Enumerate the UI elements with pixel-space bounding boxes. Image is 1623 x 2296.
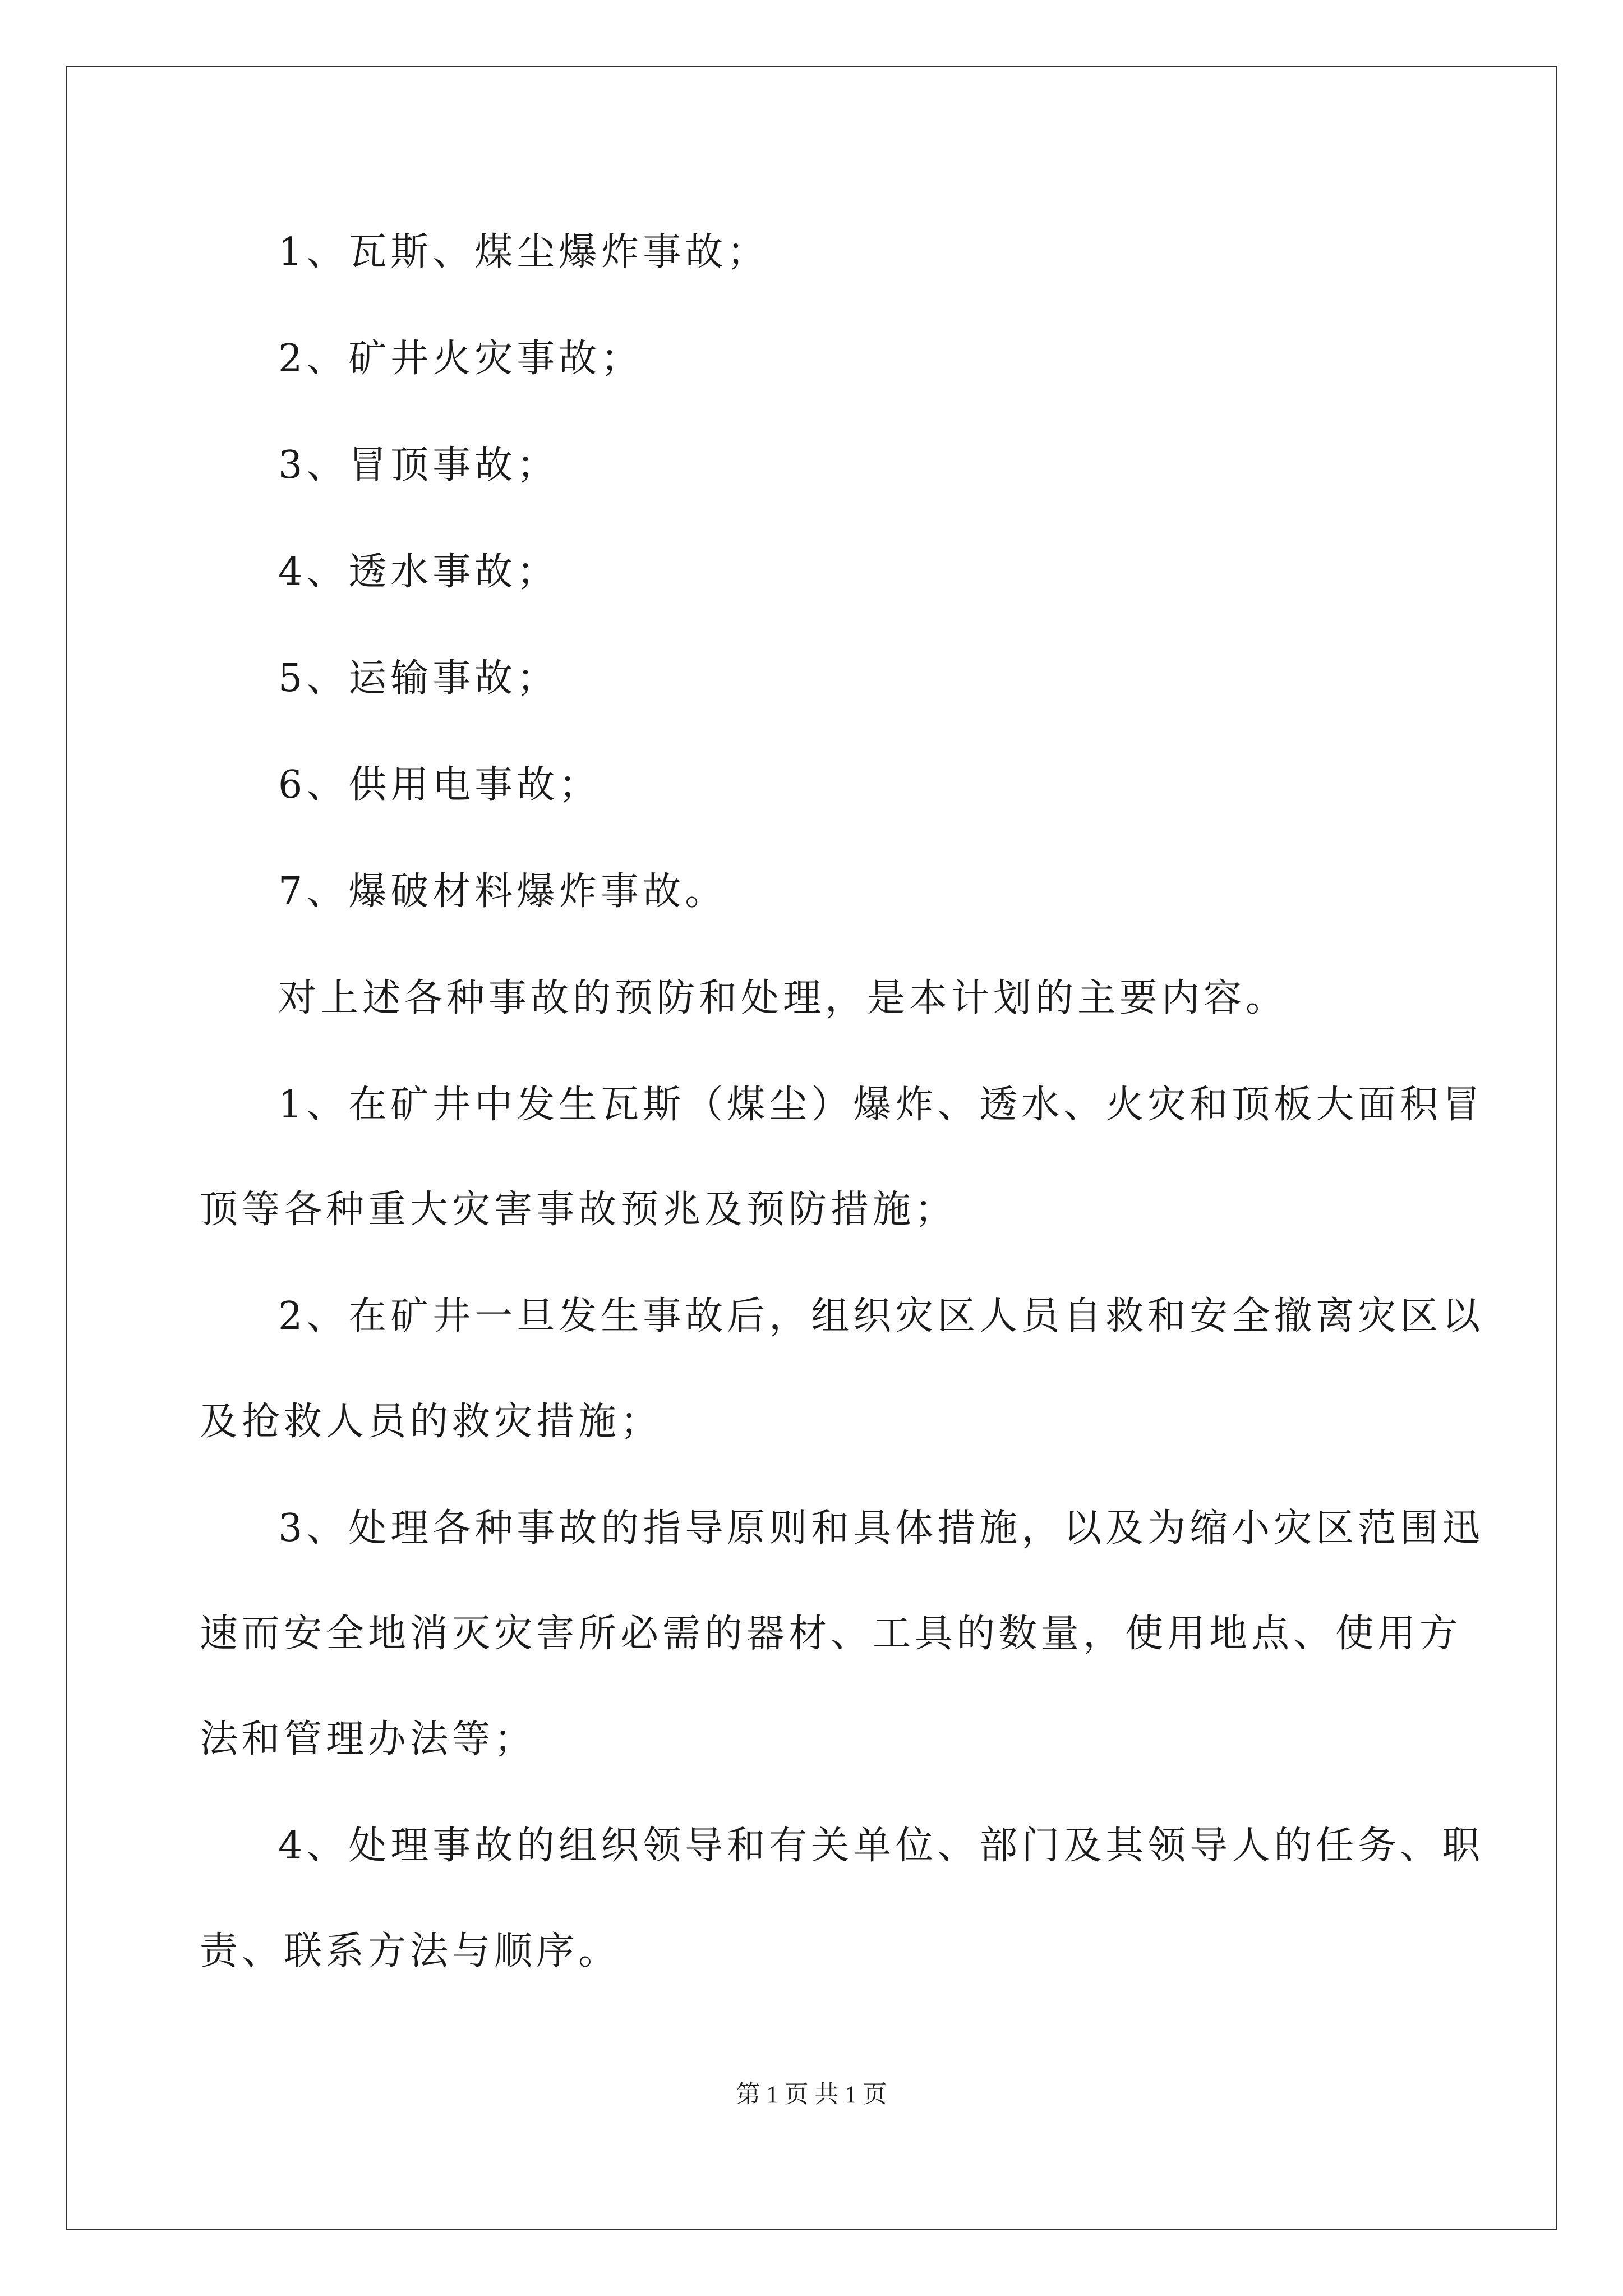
page-border — [66, 66, 1557, 2230]
paragraph-line: 及抢救人员的救灾措施； — [200, 1400, 663, 1444]
paragraph-line: 1、在矿井中发生瓦斯（煤尘）爆炸、透水、火灾和顶板大面积冒 — [278, 1083, 1484, 1127]
paragraph-line: 3、处理各种事故的指导原则和具体措施，以及为缩小灾区范围迅 — [278, 1506, 1484, 1550]
list-item: 2、矿井火灾事故； — [278, 337, 643, 381]
list-item: 1、瓦斯、煤尘爆炸事故； — [278, 230, 769, 274]
list-item: 7、爆破材料爆炸事故。 — [278, 869, 727, 914]
paragraph-line: 顶等各种重大灾害事故预兆及预防措施； — [200, 1188, 957, 1232]
paragraph-line: 责、联系方法与顺序。 — [200, 1929, 621, 1973]
paragraph-line: 2、在矿井一旦发生事故后，组织灾区人员自救和安全撤离灾区以 — [278, 1294, 1484, 1338]
paragraph-line: 速而安全地消灭灾害所必需的器材、工具的数量，使用地点、使用方 — [200, 1612, 1462, 1656]
paragraph-line: 法和管理办法等； — [200, 1717, 537, 1761]
page-number-footer: 第 1 页 共 1 页 — [736, 2082, 887, 2108]
list-item: 6、供用电事故； — [278, 763, 601, 807]
paragraph: 对上述各种事故的预防和处理，是本计划的主要内容。 — [278, 976, 1288, 1020]
paragraph-line: 4、处理事故的组织领导和有关单位、部门及其领导人的任务、职 — [278, 1824, 1484, 1868]
list-item: 4、透水事故； — [278, 550, 559, 594]
list-item: 5、运输事故； — [278, 656, 559, 701]
list-item: 3、冒顶事故； — [278, 443, 559, 487]
